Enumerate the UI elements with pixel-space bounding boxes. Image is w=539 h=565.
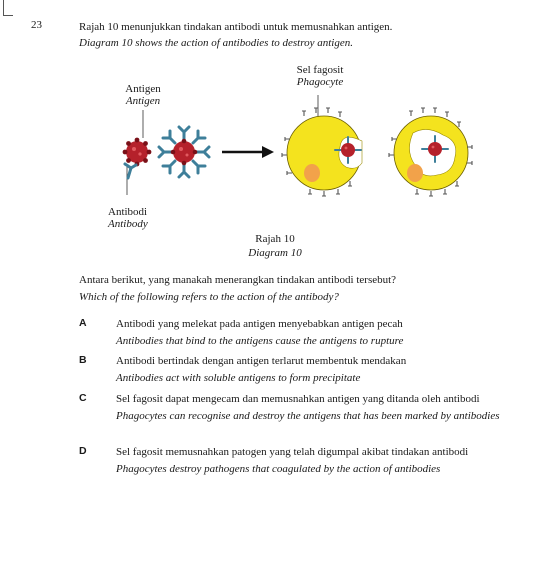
antigen-label-malay: Antigen (125, 83, 161, 95)
antibody-label-english: Antibody (108, 218, 148, 230)
option-a-letter: A (79, 317, 87, 329)
option-a-text-malay: Antibodi yang melekat pada antigen menyebabkan antigen pecah (116, 318, 403, 330)
option-d-letter: D (79, 445, 87, 457)
question-stem-malay: Rajah 10 menunjukkan tindakan antibodi untuk memusnahkan antigen. (79, 21, 393, 33)
phagocyte-label-english: Phagocyte (296, 76, 344, 88)
option-a-text-english: Antibodies that bind to the antigens cause the antigens to rupture (116, 335, 404, 347)
phagocyte-engulfing (282, 108, 362, 196)
figure-caption-malay: Rajah 10 (255, 233, 295, 245)
antigen-coated-with-antibodies (159, 127, 209, 177)
option-c-letter: C (79, 392, 87, 404)
option-b-text-english: Antibodies act with soluble antigens to form precipitate (116, 372, 361, 384)
question-number: 23 (31, 19, 42, 31)
phagocyte-label-malay: Sel fagosit (296, 64, 344, 76)
phagocyte-digesting (389, 108, 472, 196)
antibody-label-malay: Antibodi (108, 206, 148, 218)
option-b-letter: B (79, 354, 87, 366)
antigen-label-english: Antigen (125, 95, 161, 107)
antigen-label (108, 83, 178, 107)
phagocyte-label (280, 64, 360, 88)
question-stem-english: Diagram 10 shows the action of antibodies to destroy antigen. (79, 37, 353, 49)
question-prompt-english: Which of the following refers to the action of the antibody? (79, 291, 339, 303)
figure-caption-english: Diagram 10 (248, 247, 302, 259)
option-c-text-malay: Sel fagosit dapat mengecam dan memusnahkan antigen yang ditanda oleh antibodi (116, 393, 480, 405)
process-arrow (222, 146, 274, 158)
question-prompt (79, 272, 519, 306)
option-b-text-malay: Antibodi bertindak dengan antigen terlarut membentuk mendakan (116, 355, 407, 367)
question-prompt-malay: Antara berikut, yang manakah menerangkan tindakan antibodi tersebut? (79, 274, 397, 286)
antibody-label (108, 206, 148, 230)
option-c-text-english: Phagocytes can recognise and destroy the antigens that has been marked by antibodies (116, 410, 500, 422)
antibody-action-diagram (0, 0, 539, 230)
option-d-text-malay: Sel fagosit memusnahkan patogen yang telah digumpal akibat tindakan antibodi (116, 446, 469, 458)
figure-caption (240, 232, 310, 260)
option-d-text-english: Phagocytes destroy pathogens that coagulated by the action of antibodies (116, 463, 441, 475)
